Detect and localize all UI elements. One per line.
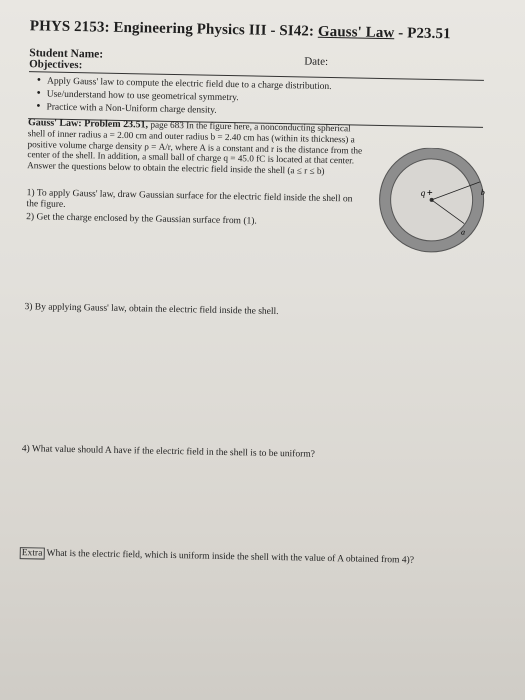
- objectives-label: Objectives:: [29, 58, 83, 72]
- date-label: Date:: [304, 55, 329, 68]
- objective-item: • Use/understand how to use geometrical symmetry.: [36, 85, 238, 104]
- objective-item: • Practice with a Non-Uniform charge density.: [36, 98, 217, 116]
- charge-label: q: [420, 187, 426, 198]
- label-b: b: [480, 187, 485, 197]
- problem-statement: [27, 117, 363, 176]
- student-name-label: Student Name:: [29, 47, 104, 61]
- objective-item: • Apply Gauss' law to compute the electric field due to a charge distribution.: [37, 72, 332, 93]
- extra-text: What is the electric field, which is uniform inside the shell with the value of A obtained from 4)?: [44, 548, 415, 566]
- plus-sign: +: [426, 187, 433, 199]
- spherical-shell-figure: [370, 147, 502, 264]
- question-3: 3) By applying Gauss' law, obtain the electric field inside the shell.: [24, 302, 279, 318]
- title-topic: Gauss' Law: [317, 23, 395, 42]
- label-a: a: [460, 227, 466, 237]
- question-1: 1) To apply Gauss' law, draw Gaussian surface for the electric field inside the shell on the figure.: [26, 188, 353, 210]
- title-code: - P23.51: [394, 25, 451, 43]
- problem-heading: Gauss' Law: Problem 23.51,: [27, 117, 149, 131]
- problem-body: page 683 In the figure here, a nonconducting spherical shell of inner radius a = 2.00 cm and outer radius b = 2.40 cm has (within its thickness) a positive volume charge density ρ = A/r, where A is a constant and r is the distance from the center of the shell. In addition, a small ball of charge q = 45.0 fC is located at that center. Answer the questions below to obtain the electric field inside the shell (a ≤ r ≤ b): [27, 119, 363, 176]
- question-2: 2) Get the charge enclosed by the Gaussian surface from (1).: [26, 212, 257, 227]
- extra-tag: Extra: [20, 547, 45, 559]
- title-main: PHYS 2153: Engineering Physics III - SI42:: [29, 18, 319, 40]
- question-extra: [20, 548, 510, 568]
- question-4: 4) What value should A have if the electric field in the shell is to be uniform?: [21, 444, 315, 460]
- page-title: [30, 18, 451, 43]
